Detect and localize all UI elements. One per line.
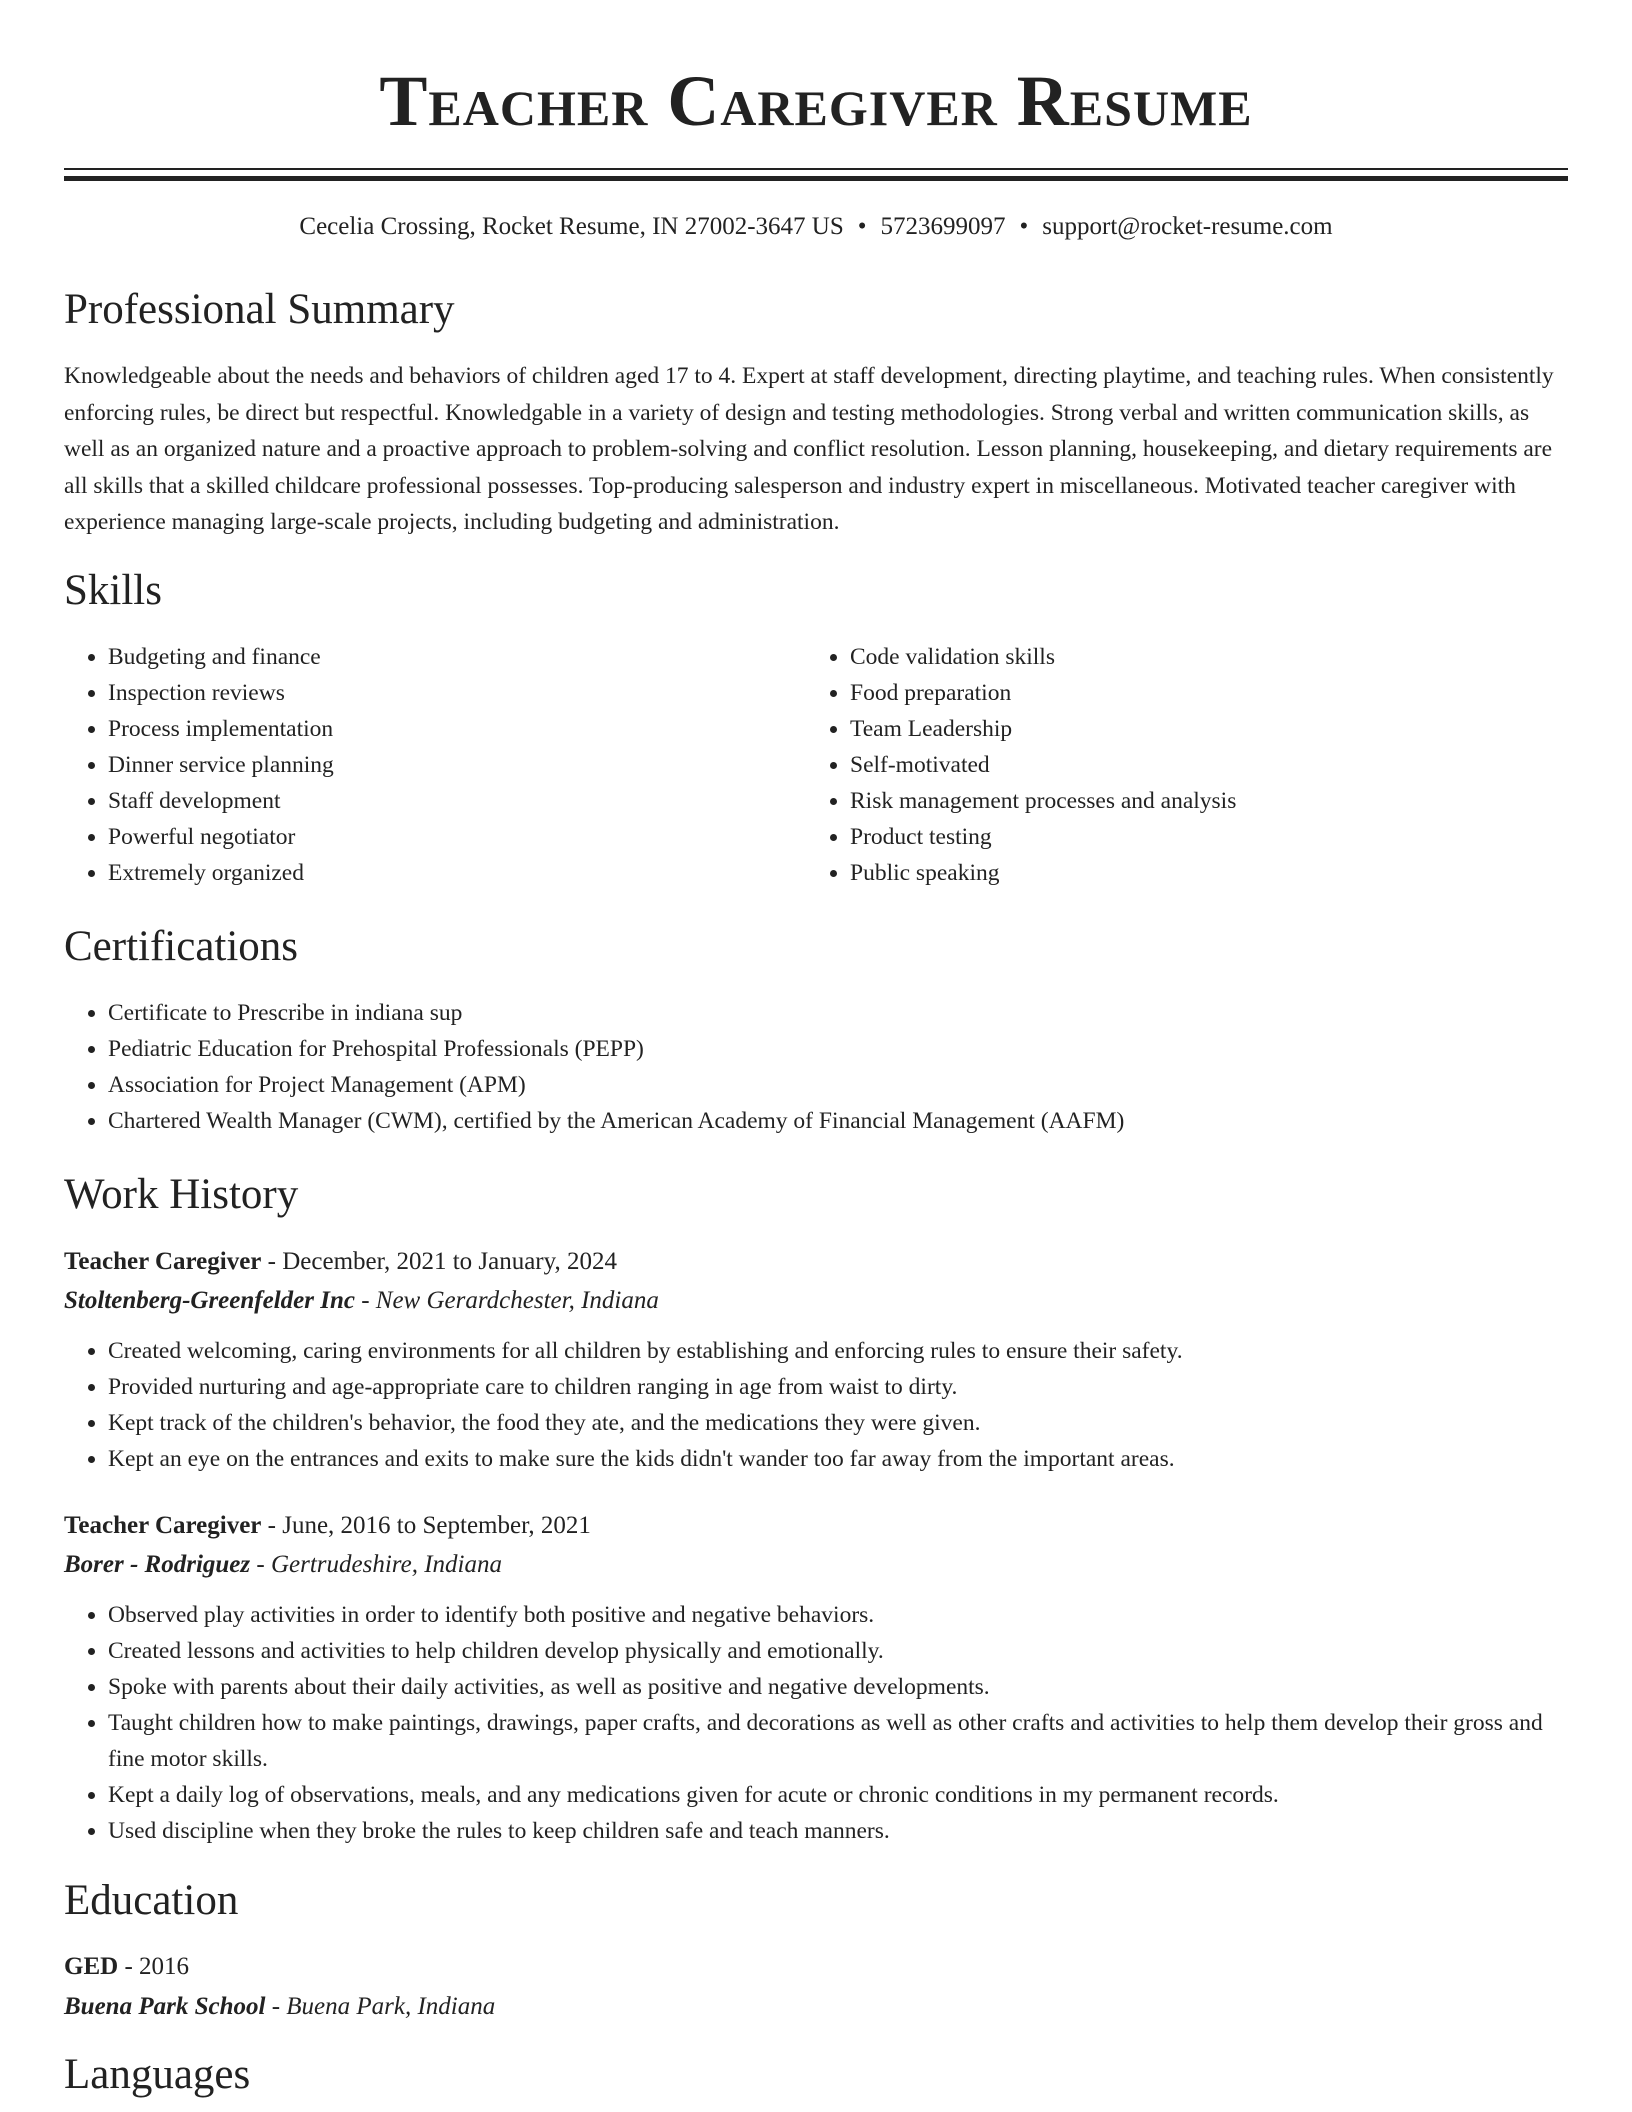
certifications-list [64, 995, 1568, 1139]
job-duty: • Kept track of the children's behavior, the food they ate, and the medications they were given. [108, 1405, 1568, 1441]
job-duty: • Spoke with parents about their daily activities, as well as positive and negative developments. [108, 1669, 1568, 1705]
skill-item: • Product testing [850, 819, 1548, 855]
job-duty: • Observed play activities in order to identify both positive and negative behaviors. [108, 1597, 1568, 1633]
company-location: Gertrudeshire, Indiana [270, 1550, 502, 1578]
work-history-heading: Work History [64, 1170, 299, 1218]
company-line [64, 1545, 1568, 1585]
contact-phone: 5723699097 [880, 213, 1006, 240]
summary-heading: Professional Summary [64, 286, 455, 333]
skill-item: • Staff development [108, 783, 806, 819]
dash-separator: - [118, 1952, 140, 1980]
certification-item: • Chartered Wealth Manager (CWM), certified by the American Academy of Financial Management (AAFM) [108, 1103, 1568, 1139]
resume-title: Teacher Caregiver Resume [379, 61, 1253, 141]
company-location: New Gerardchester, Indiana [375, 1286, 659, 1314]
education-year: 2016 [139, 1952, 190, 1980]
skills-list-left [64, 639, 806, 891]
skill-item: • Code validation skills [850, 639, 1548, 675]
skill-item: • Team Leadership [850, 711, 1548, 747]
skill-item: • Inspection reviews [108, 675, 806, 711]
job-title: Teacher Caregiver [64, 1247, 262, 1275]
skills-list-right [806, 639, 1548, 891]
dash-separator: - [261, 1511, 283, 1539]
job-title-line [64, 1243, 1568, 1281]
company-name: Borer - Rodriguez [64, 1550, 251, 1578]
skills-heading: Skills [64, 566, 162, 614]
job-duty: • Created welcoming, caring environments for all children by establishing and enforcing rules to ensure their safety. [108, 1333, 1568, 1369]
certifications-heading: Certifications [64, 922, 299, 970]
skill-item: • Dinner service planning [108, 747, 806, 783]
skill-item: • Extremely organized [108, 855, 806, 891]
skills-grid [64, 639, 1568, 891]
dash-separator: - [250, 1550, 271, 1578]
summary-text: Knowledgeable about the needs and behaviors of children aged 17 to 4. Expert at staff development, directing playtime, and teaching rules. When consistently enforcing rules, be direct but respectful. Knowledgable in a variety of design and testing methodologies. Strong verbal and written communication skills, as well as an organized nature and a proactive approach to problem-solving and conflict resolution. Lesson planning, housekeeping, and dietary requirements are all skills that a skilled childcare professional possesses. Top-producing salesperson and industry expert in miscellaneous. Motivated teacher caregiver with experience managing large-scale projects, including budgeting and administration. [64, 363, 1554, 535]
job-duties-list [64, 1333, 1568, 1477]
job-title-line [64, 1507, 1568, 1545]
job-duty: • Kept an eye on the entrances and exits to make sure the kids didn't wander too far away from the important areas. [108, 1441, 1568, 1477]
job-dates: June, 2016 to September, 2021 [282, 1511, 591, 1539]
contact-separator: • [1019, 213, 1029, 240]
skill-item: • Self-motivated [850, 747, 1548, 783]
skills-column-right [806, 639, 1548, 891]
job-entry [64, 1507, 1568, 1849]
job-duty: • Kept a daily log of observations, meals, and any medications given for acute or chronic conditions in my permanent records. [108, 1777, 1568, 1813]
contact-separator: • [857, 213, 867, 240]
job-duty: • Taught children how to make paintings, drawings, paper crafts, and decorations as well as other crafts and activities to help them develop their gross and fine motor skills. [108, 1705, 1568, 1777]
dash-separator: - [354, 1286, 376, 1314]
skills-column-left [64, 639, 806, 891]
languages-heading: Languages [64, 2050, 251, 2098]
company-line [64, 1281, 1568, 1321]
job-duties-list [64, 1597, 1568, 1849]
skill-item: • Risk management processes and analysis [850, 783, 1548, 819]
education-heading: Education [64, 1876, 239, 1924]
contact-address: Cecelia Crossing, Rocket Resume, IN 27002-3647 US [299, 213, 844, 240]
skill-item: • Process implementation [108, 711, 806, 747]
job-dates: December, 2021 to January, 2024 [282, 1247, 618, 1275]
job-duty: • Used discipline when they broke the rules to keep children safe and teach manners. [108, 1813, 1568, 1849]
education-degree-line [64, 1947, 1568, 1987]
education-school: Buena Park School [64, 1992, 266, 2020]
job-title: Teacher Caregiver [64, 1511, 262, 1539]
education-location: Buena Park, Indiana [286, 1992, 496, 2020]
certification-item: • Certificate to Prescribe in indiana sup [108, 995, 1568, 1031]
job-entry [64, 1243, 1568, 1477]
certification-item: • Association for Project Management (APM) [108, 1067, 1568, 1103]
contact-email: support@rocket-resume.com [1042, 213, 1333, 240]
title-rule-thick [64, 176, 1568, 181]
title-rule-thin [64, 168, 1568, 170]
company-name: Stoltenberg-Greenfelder Inc [64, 1286, 355, 1314]
education-degree: GED [64, 1952, 119, 1980]
certification-item: • Pediatric Education for Prehospital Professionals (PEPP) [108, 1031, 1568, 1067]
contact-line [64, 210, 1568, 244]
education-school-line [64, 1987, 1568, 2027]
skill-item: • Powerful negotiator [108, 819, 806, 855]
skill-item: • Food preparation [850, 675, 1548, 711]
job-duty: • Provided nurturing and age-appropriate care to children ranging in age from waist to dirty. [108, 1369, 1568, 1405]
job-duty: • Created lessons and activities to help children develop physically and emotionally. [108, 1633, 1568, 1669]
skill-item: • Public speaking [850, 855, 1548, 891]
skill-item: • Budgeting and finance [108, 639, 806, 675]
dash-separator: - [261, 1247, 283, 1275]
dash-separator: - [265, 1992, 287, 2020]
